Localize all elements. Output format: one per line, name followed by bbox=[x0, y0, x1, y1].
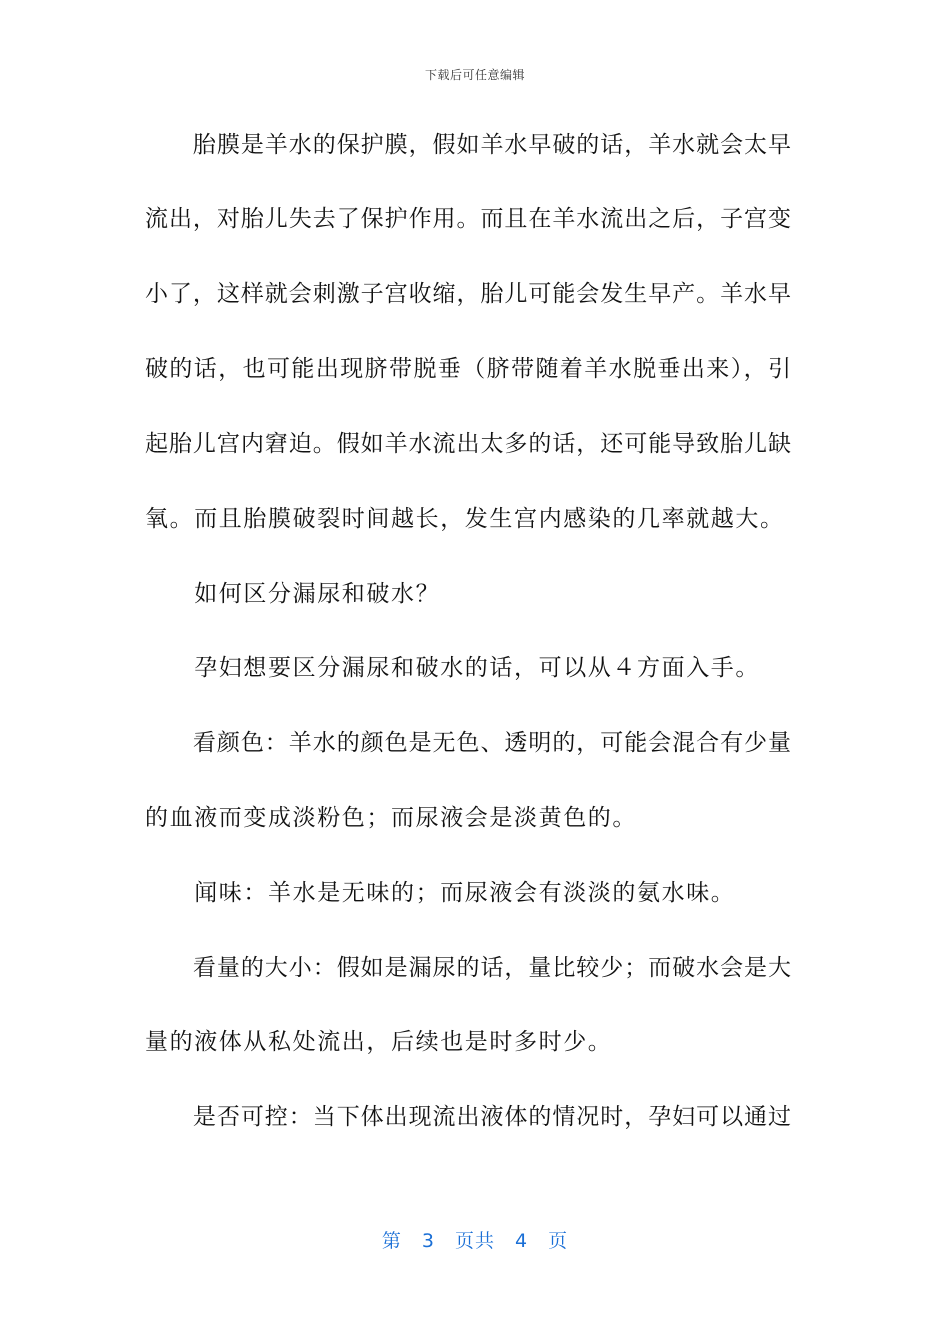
text-line: 小了，这样就会刺激子宫收缩，胎儿可能会发生早产。羊水早 bbox=[145, 281, 791, 307]
text-line: 看颜色：羊水的颜色是无色、透明的，可能会混合有少量 bbox=[145, 730, 791, 756]
text-line: 孕妇想要区分漏尿和破水的话，可以从４方面入手。 bbox=[145, 655, 760, 681]
page-number: 第 3 页共 4 页 bbox=[381, 1230, 569, 1252]
text-line: 胎膜是羊水的保护膜，假如羊水早破的话，羊水就会太早 bbox=[145, 132, 791, 158]
text-line: 闻味：羊水是无味的；而尿液会有淡淡的氨水味。 bbox=[145, 880, 736, 906]
text-line: 看量的大小：假如是漏尿的话，量比较少；而破水会是大 bbox=[145, 955, 791, 981]
section-heading: 如何区分漏尿和破水？ bbox=[145, 581, 441, 607]
text-line: 量的液体从私处流出，后续也是时多时少。 bbox=[145, 1029, 613, 1055]
text-line: 起胎儿宫内窘迫。假如羊水流出太多的话，还可能导致胎儿缺 bbox=[145, 431, 791, 457]
text-line: 的血液而变成淡粉色；而尿液会是淡黄色的。 bbox=[145, 805, 637, 831]
page-header: 下载后可任意编辑 bbox=[424, 68, 525, 82]
page-footer bbox=[0, 1226, 950, 1253]
text-line: 流出，对胎儿失去了保护作用。而且在羊水流出之后，子宫变 bbox=[145, 206, 791, 232]
text-line: 破的话，也可能出现脐带脱垂（脐带随着羊水脱垂出来），引 bbox=[145, 356, 791, 382]
text-line: 是否可控：当下体出现流出液体的情况时，孕妇可以通过 bbox=[145, 1104, 791, 1130]
text-line: 氧。而且胎膜破裂时间越长，发生宫内感染的几率就越大。 bbox=[145, 506, 785, 532]
